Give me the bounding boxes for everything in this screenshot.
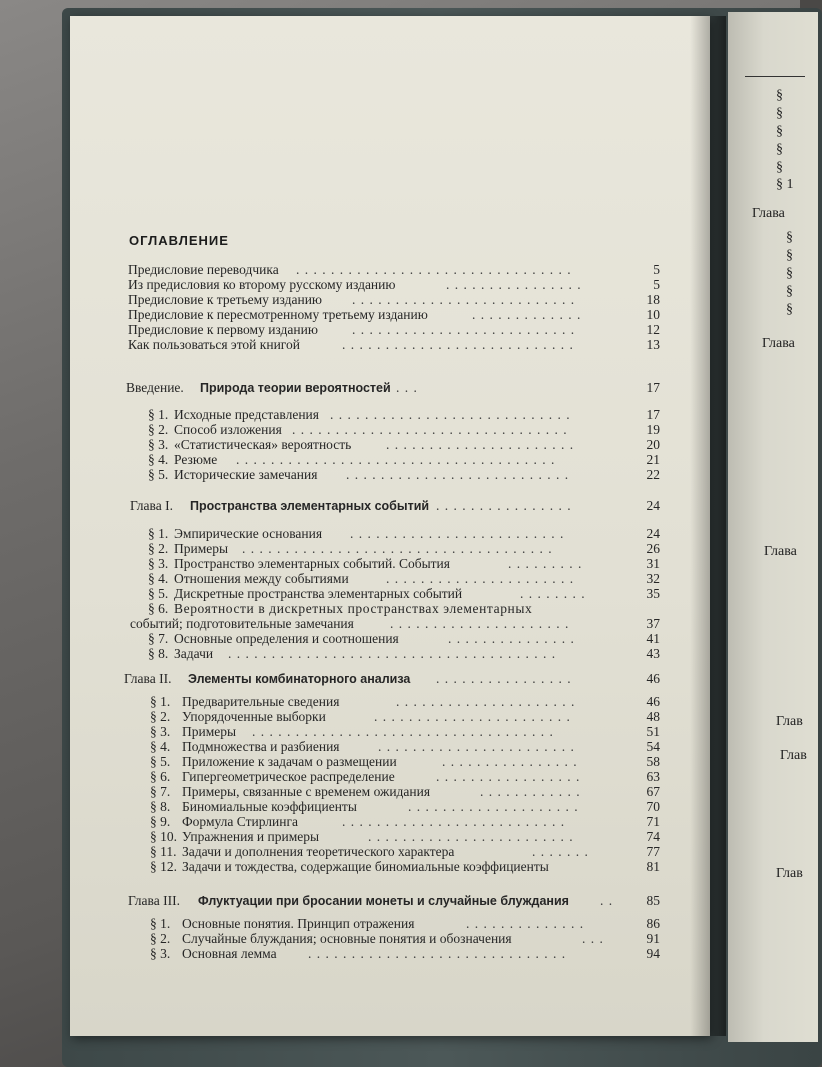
leader-dots: . . . . . . . . . . . . . . . . . . . . . . . . . . . . . . . . . . . <box>252 724 554 739</box>
toc-entry-page: 13 <box>646 337 660 352</box>
section-label: Подмножества и разбиения <box>182 739 340 754</box>
right-fragment: § <box>776 160 783 175</box>
section-label: Гипергеометрическое распределение <box>182 769 395 784</box>
leader-dots: . . . . . . . . . . . . . . . . . . . . . . <box>386 571 575 586</box>
chapter-title: Пространства элементарных событий <box>190 499 430 513</box>
chapter-heading-intro[interactable] <box>96 380 660 396</box>
section-label: Основные понятия. Принцип отражения <box>182 916 415 931</box>
leader-dots: . . . <box>582 931 604 946</box>
section-page: 94 <box>646 946 660 961</box>
toc-entry[interactable] <box>96 262 660 278</box>
right-fragment: § <box>776 142 783 157</box>
section-page: 41 <box>646 631 660 646</box>
section-page: 77 <box>646 844 660 859</box>
leader-dots: . . . . . . . <box>532 844 589 859</box>
section-label: Способ изложения <box>174 422 282 437</box>
section-page: 71 <box>646 814 660 829</box>
toc-section[interactable] <box>96 541 660 557</box>
section-number: § 5. <box>150 754 171 769</box>
toc-section[interactable] <box>96 754 660 770</box>
section-page: 48 <box>646 709 660 724</box>
leader-dots: . . . . . . . . . . . . . . . <box>448 631 575 646</box>
toc-section[interactable] <box>96 799 660 815</box>
section-page: 19 <box>646 422 660 437</box>
toc-entry-page: 10 <box>646 307 660 322</box>
leader-dots: . . . . . . . . . . . . . . . . . . . . . . . . . . . . . . . . . . . . <box>242 541 553 556</box>
toc-section[interactable] <box>96 784 660 800</box>
toc-section[interactable] <box>96 814 660 830</box>
leader-dots: . . . . . . . . . . . . . . . . . . . . . . . . . . . . . . . . . . . . . . <box>228 646 557 661</box>
section-page: 31 <box>646 556 660 571</box>
section-page: 17 <box>646 407 660 422</box>
toc-heading: ОГЛАВЛЕНИЕ <box>129 233 229 248</box>
section-number: § 12. <box>150 859 177 874</box>
section-page: 46 <box>646 694 660 709</box>
section-label: Задачи <box>174 646 214 661</box>
leader-dots: . . . . . . . . . . . . . . . . . . . . . <box>396 694 576 709</box>
section-number: § 6. <box>150 769 171 784</box>
toc-entry-page: 18 <box>646 292 660 307</box>
section-number: § 5. <box>148 586 169 601</box>
right-fragment: Глава <box>762 336 795 351</box>
toc-section[interactable] <box>96 437 660 453</box>
section-page: 67 <box>646 784 660 799</box>
toc-entry-label: Предисловие к пересмотренному третьему изданию <box>128 307 428 322</box>
section-number: § 1. <box>150 916 171 931</box>
toc-section[interactable] <box>96 946 660 962</box>
toc-section[interactable] <box>96 916 660 932</box>
section-label: Дискретные пространства элементарных событий <box>174 586 463 601</box>
toc-entry[interactable] <box>96 322 660 338</box>
section-label: Отношения между событиями <box>174 571 349 586</box>
section-label: Примеры, связанные с временем ожидания <box>182 784 431 799</box>
leader-dots: . . . . . . . . . . . . . . . . <box>436 498 572 513</box>
leader-dots: . . . . . . . . . . . . . . . . . . . . . . . . . . . . . . . . <box>292 422 568 437</box>
section-page: 22 <box>646 467 660 482</box>
toc-entry-label: Предисловие переводчика <box>128 262 279 277</box>
section-number: § 4. <box>148 452 169 467</box>
section-number: § 4. <box>148 571 169 586</box>
section-page: 81 <box>646 859 660 874</box>
leader-dots: . . . . . . . . . . . . . . . . . . . . . . . <box>374 709 571 724</box>
toc-entry-page: 5 <box>653 262 660 277</box>
leader-dots: . . . . . . . . . . . . . . . . . . . . . . . . <box>368 829 574 844</box>
leader-dots: . . . . . . . . . . . . . . . . . . . . . . . <box>378 739 575 754</box>
right-fragment: § <box>786 302 793 317</box>
right-fragment: § <box>786 248 793 263</box>
section-number: § 7. <box>148 631 169 646</box>
section-number: § 3. <box>150 946 171 961</box>
toc-entry-label: Предисловие к первому изданию <box>128 322 318 337</box>
section-label: Задачи и дополнения теоретического характера <box>182 844 455 859</box>
leader-dots: . . . . . . . . . . . . . . . . <box>446 277 582 292</box>
section-number: § 8. <box>148 646 169 661</box>
section-label: Примеры <box>174 541 229 556</box>
toc-entry-page: 5 <box>653 277 660 292</box>
toc-section[interactable] <box>96 586 660 602</box>
section-label: Основная лемма <box>182 946 277 961</box>
section-page: 74 <box>646 829 660 844</box>
leader-dots: . . . . . . . . . . . . . . . . . . . . . . . . . . . . <box>330 407 571 422</box>
section-label: Примеры <box>182 724 237 739</box>
section-page: 20 <box>646 437 660 452</box>
leader-dots: . . . <box>396 380 418 395</box>
toc-section[interactable] <box>96 422 660 438</box>
toc-section[interactable] <box>96 859 660 875</box>
leader-dots: . . . . . . . . . . . . . . . . <box>436 671 572 686</box>
section-number: § 11. <box>150 844 177 859</box>
chapter-title: Флуктуации при бросании монеты и случайные блуждания <box>198 894 569 908</box>
section-label: Приложение к задачам о размещении <box>182 754 397 769</box>
toc-entry-label: Из предисловия ко второму русскому изданию <box>128 277 396 292</box>
toc-entry[interactable] <box>96 307 660 323</box>
toc-section[interactable] <box>96 646 660 662</box>
section-page: 86 <box>646 916 660 931</box>
section-number: § 2. <box>148 541 169 556</box>
section-number: § 1. <box>148 407 169 422</box>
section-page: 91 <box>646 931 660 946</box>
right-fragment: § <box>786 266 793 281</box>
toc-section[interactable] <box>96 931 660 947</box>
section-label: Биномиальные коэффициенты <box>182 799 357 814</box>
toc-entry-page: 12 <box>646 322 660 337</box>
right-fragment: Глав <box>780 748 807 763</box>
leader-dots: . . . . . . . . . . . . . . . . . . . . . . . . . . . . . . . . . . . . . <box>236 452 556 467</box>
chapter-title: Природа теории вероятностей <box>200 381 391 395</box>
section-number: § 6. <box>148 601 169 616</box>
section-number: § 8. <box>150 799 171 814</box>
section-label: Исходные представления <box>174 407 319 422</box>
toc-section[interactable] <box>96 724 660 740</box>
right-page-rule <box>745 76 805 77</box>
leader-dots: . . . . . . . . . . . . . . . . . . . . . . . . . . <box>346 467 570 482</box>
section-label: «Статистическая» вероятность <box>174 437 352 452</box>
section-page: 63 <box>646 769 660 784</box>
section-label: Резюме <box>174 452 218 467</box>
leader-dots: . . <box>600 893 614 908</box>
toc-section[interactable] <box>96 571 660 587</box>
leader-dots: . . . . . . . . . . . . . . . . . . . . . . . . . . . . . . <box>308 946 567 961</box>
section-number: § 9. <box>150 814 171 829</box>
leader-dots: . . . . . . . . . . . . . . . . . . . . . . . . . . . <box>342 337 574 352</box>
toc-section[interactable] <box>96 694 660 710</box>
chapter-page: 46 <box>646 671 660 686</box>
section-number: § 3. <box>148 556 169 571</box>
leader-dots: . . . . . . . . . . . . . . . . . <box>436 769 581 784</box>
section-number: § 5. <box>148 467 169 482</box>
toc-entry[interactable] <box>96 337 660 353</box>
chapter-heading-1[interactable] <box>96 498 660 514</box>
toc-section[interactable] <box>96 631 660 647</box>
toc-entry[interactable] <box>96 277 660 293</box>
toc-section[interactable] <box>96 601 660 617</box>
section-number: § 1. <box>150 694 171 709</box>
section-number: § 3. <box>150 724 171 739</box>
section-label: Исторические замечания <box>174 467 318 482</box>
toc-section[interactable] <box>96 407 660 423</box>
chapter-prefix: Глава I. <box>130 498 173 513</box>
right-page <box>728 12 818 1042</box>
section-page: 21 <box>646 452 660 467</box>
chapter-page: 24 <box>646 498 660 513</box>
section-page: 37 <box>646 616 660 631</box>
toc-section[interactable] <box>96 556 660 572</box>
section-number: § 2. <box>150 709 171 724</box>
leader-dots: . . . . . . . . . . . . . . <box>466 916 585 931</box>
section-label: Основные определения и соотношения <box>174 631 399 646</box>
leader-dots: . . . . . . . . . . . . . . . . . . . . . . . . . . <box>342 814 566 829</box>
section-label: событий; подготовительные замечания <box>130 616 354 631</box>
leader-dots: . . . . . . . . . . . . <box>480 784 581 799</box>
section-page: 54 <box>646 739 660 754</box>
right-fragment: Глав <box>776 714 803 729</box>
section-number: § 4. <box>150 739 171 754</box>
right-fragment: § 1 <box>776 177 794 192</box>
chapter-page: 17 <box>646 380 660 395</box>
section-number: § 3. <box>148 437 169 452</box>
section-number: § 10. <box>150 829 177 844</box>
toc-section[interactable] <box>96 452 660 468</box>
section-number: § 2. <box>148 422 169 437</box>
section-number: § 7. <box>150 784 171 799</box>
toc-entry-label: Предисловие к третьему изданию <box>128 292 323 307</box>
section-page: 35 <box>646 586 660 601</box>
chapter-prefix: Глава II. <box>124 671 172 686</box>
chapter-heading-2[interactable] <box>96 671 660 687</box>
section-label: Предварительные сведения <box>182 694 340 709</box>
leader-dots: . . . . . . . . . . . . . . . . <box>442 754 578 769</box>
right-fragment: § <box>776 124 783 139</box>
chapter-prefix: Глава III. <box>128 893 180 908</box>
section-label: Эмпирические основания <box>174 526 323 541</box>
section-page: 70 <box>646 799 660 814</box>
section-label: Случайные блуждания; основные понятия и обозначения <box>182 931 512 946</box>
chapter-title: Элементы комбинаторного анализа <box>188 672 411 686</box>
section-number: § 2. <box>150 931 171 946</box>
leader-dots: . . . . . . . . <box>520 586 586 601</box>
section-label: Упражнения и примеры <box>182 829 320 844</box>
section-label: Упорядоченные выборки <box>182 709 326 724</box>
toc-section[interactable] <box>96 829 660 845</box>
section-page: 26 <box>646 541 660 556</box>
leader-dots: . . . . . . . . . . . . . . . . . . . . . . <box>386 437 575 452</box>
toc-section[interactable] <box>96 844 660 860</box>
toc-section[interactable] <box>96 616 660 632</box>
leader-dots: . . . . . . . . . . . . . <box>472 307 582 322</box>
toc-section[interactable] <box>96 739 660 755</box>
right-fragment: § <box>776 88 783 103</box>
chapter-heading-3[interactable] <box>96 893 660 909</box>
leader-dots: . . . . . . . . . . . . . . . . . . . . . <box>390 616 570 631</box>
toc-entry[interactable] <box>96 292 660 308</box>
section-page: 51 <box>646 724 660 739</box>
leader-dots: . . . . . . . . . . . . . . . . . . . . . . . . . <box>350 526 565 541</box>
right-fragment: § <box>786 230 793 245</box>
leader-dots: . . . . . . . . . . . . . . . . . . . . . . . . . . <box>352 322 576 337</box>
toc-section[interactable] <box>96 769 660 785</box>
leader-dots: . . . . . . . . . . . . . . . . . . . . <box>408 799 579 814</box>
leader-dots: . . . . . . . . . <box>508 556 583 571</box>
chapter-prefix: Введение. <box>126 380 184 395</box>
right-fragment: Глава <box>764 544 797 559</box>
right-fragment: § <box>776 106 783 121</box>
leader-dots: . . . . . . . . . . . . . . . . . . . . . . . . . . <box>352 292 576 307</box>
section-page: 24 <box>646 526 660 541</box>
section-number: § 1. <box>148 526 169 541</box>
right-fragment: § <box>786 284 793 299</box>
toc-section[interactable] <box>96 526 660 542</box>
toc-entry-label: Как пользоваться этой книгой <box>128 337 300 352</box>
section-page: 32 <box>646 571 660 586</box>
right-fragment: Глав <box>776 866 803 881</box>
toc-section[interactable] <box>96 709 660 725</box>
page-gutter-shadow <box>690 16 726 1036</box>
section-page: 43 <box>646 646 660 661</box>
toc-section[interactable] <box>96 467 660 483</box>
section-label: Пространство элементарных событий. События <box>174 556 450 571</box>
right-fragment: Глава <box>752 206 785 221</box>
section-page: 58 <box>646 754 660 769</box>
section-label: Формула Стирлинга <box>182 814 299 829</box>
section-label: Задачи и тождества, содержащие биномиальные коэффициенты <box>182 859 549 874</box>
section-label: Вероятности в дискретных пространствах элементарных <box>174 601 533 616</box>
leader-dots: . . . . . . . . . . . . . . . . . . . . . . . . . . . . . . . . <box>296 262 572 277</box>
chapter-page: 85 <box>646 893 660 908</box>
